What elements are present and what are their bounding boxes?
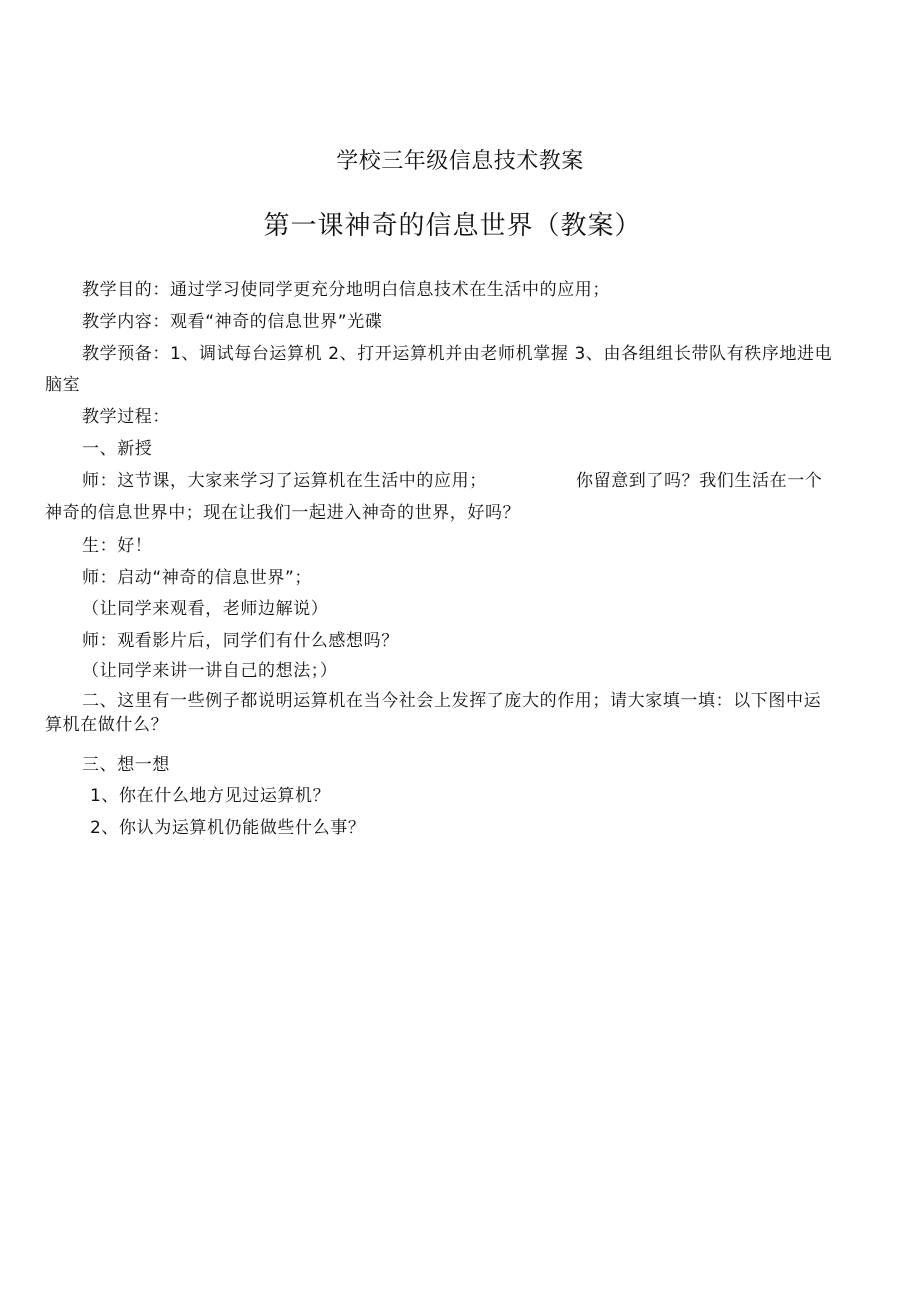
teaching-objective: 教学目的：通过学习使同学更充分地明白信息技术在生活中的应用； bbox=[82, 280, 610, 300]
section-examples: 二、这里有一些例子都说明运算机在当今社会上发挥了庞大的作用；请大家填一填：以下图中运 bbox=[82, 691, 822, 711]
teaching-content: 教学内容：观看“神奇的信息世界”光碟 bbox=[82, 312, 383, 332]
lesson-title: 第一课神奇的信息世界（教案） bbox=[263, 211, 642, 241]
teacher-line-1-cont: 神奇的信息世界中；现在让我们一起进入神奇的世界，好吗？ bbox=[45, 503, 521, 523]
student-line-1: 生：好！ bbox=[82, 536, 153, 556]
section-new-lesson: 一、新授 bbox=[82, 439, 153, 459]
question-1: 1、你在什么地方见过运算机？ bbox=[90, 786, 331, 806]
teaching-process: 教学过程： bbox=[82, 407, 170, 427]
note-line-1: （让同学来观看，老师边解说） bbox=[82, 599, 329, 619]
teacher-line-1a: 师：这节课，大家来学习了运算机在生活中的应用； bbox=[82, 471, 487, 491]
teacher-line-1b: 你留意到了吗？我们生活在一个 bbox=[576, 471, 823, 491]
note-line-2: （让同学来讲一讲自己的想法；） bbox=[82, 661, 338, 681]
teaching-preparation: 教学预备：1、调试每台运算机 2、打开运算机并由老师机掌握 3、由各组组长带队有秩序地进电 bbox=[82, 344, 833, 364]
section-think: 三、想一想 bbox=[82, 755, 170, 775]
question-2: 2、你认为运算机仍能做些什么事？ bbox=[90, 818, 366, 838]
section-examples-cont: 算机在做什么？ bbox=[45, 715, 169, 735]
school-title: 学校三年级信息技术教案 bbox=[336, 149, 584, 174]
teacher-line-3: 师：观看影片后，同学们有什么感想吗？ bbox=[82, 631, 399, 651]
teacher-line-2: 师：启动“神奇的信息世界”； bbox=[82, 568, 313, 588]
teaching-preparation-cont: 脑室 bbox=[45, 375, 81, 395]
